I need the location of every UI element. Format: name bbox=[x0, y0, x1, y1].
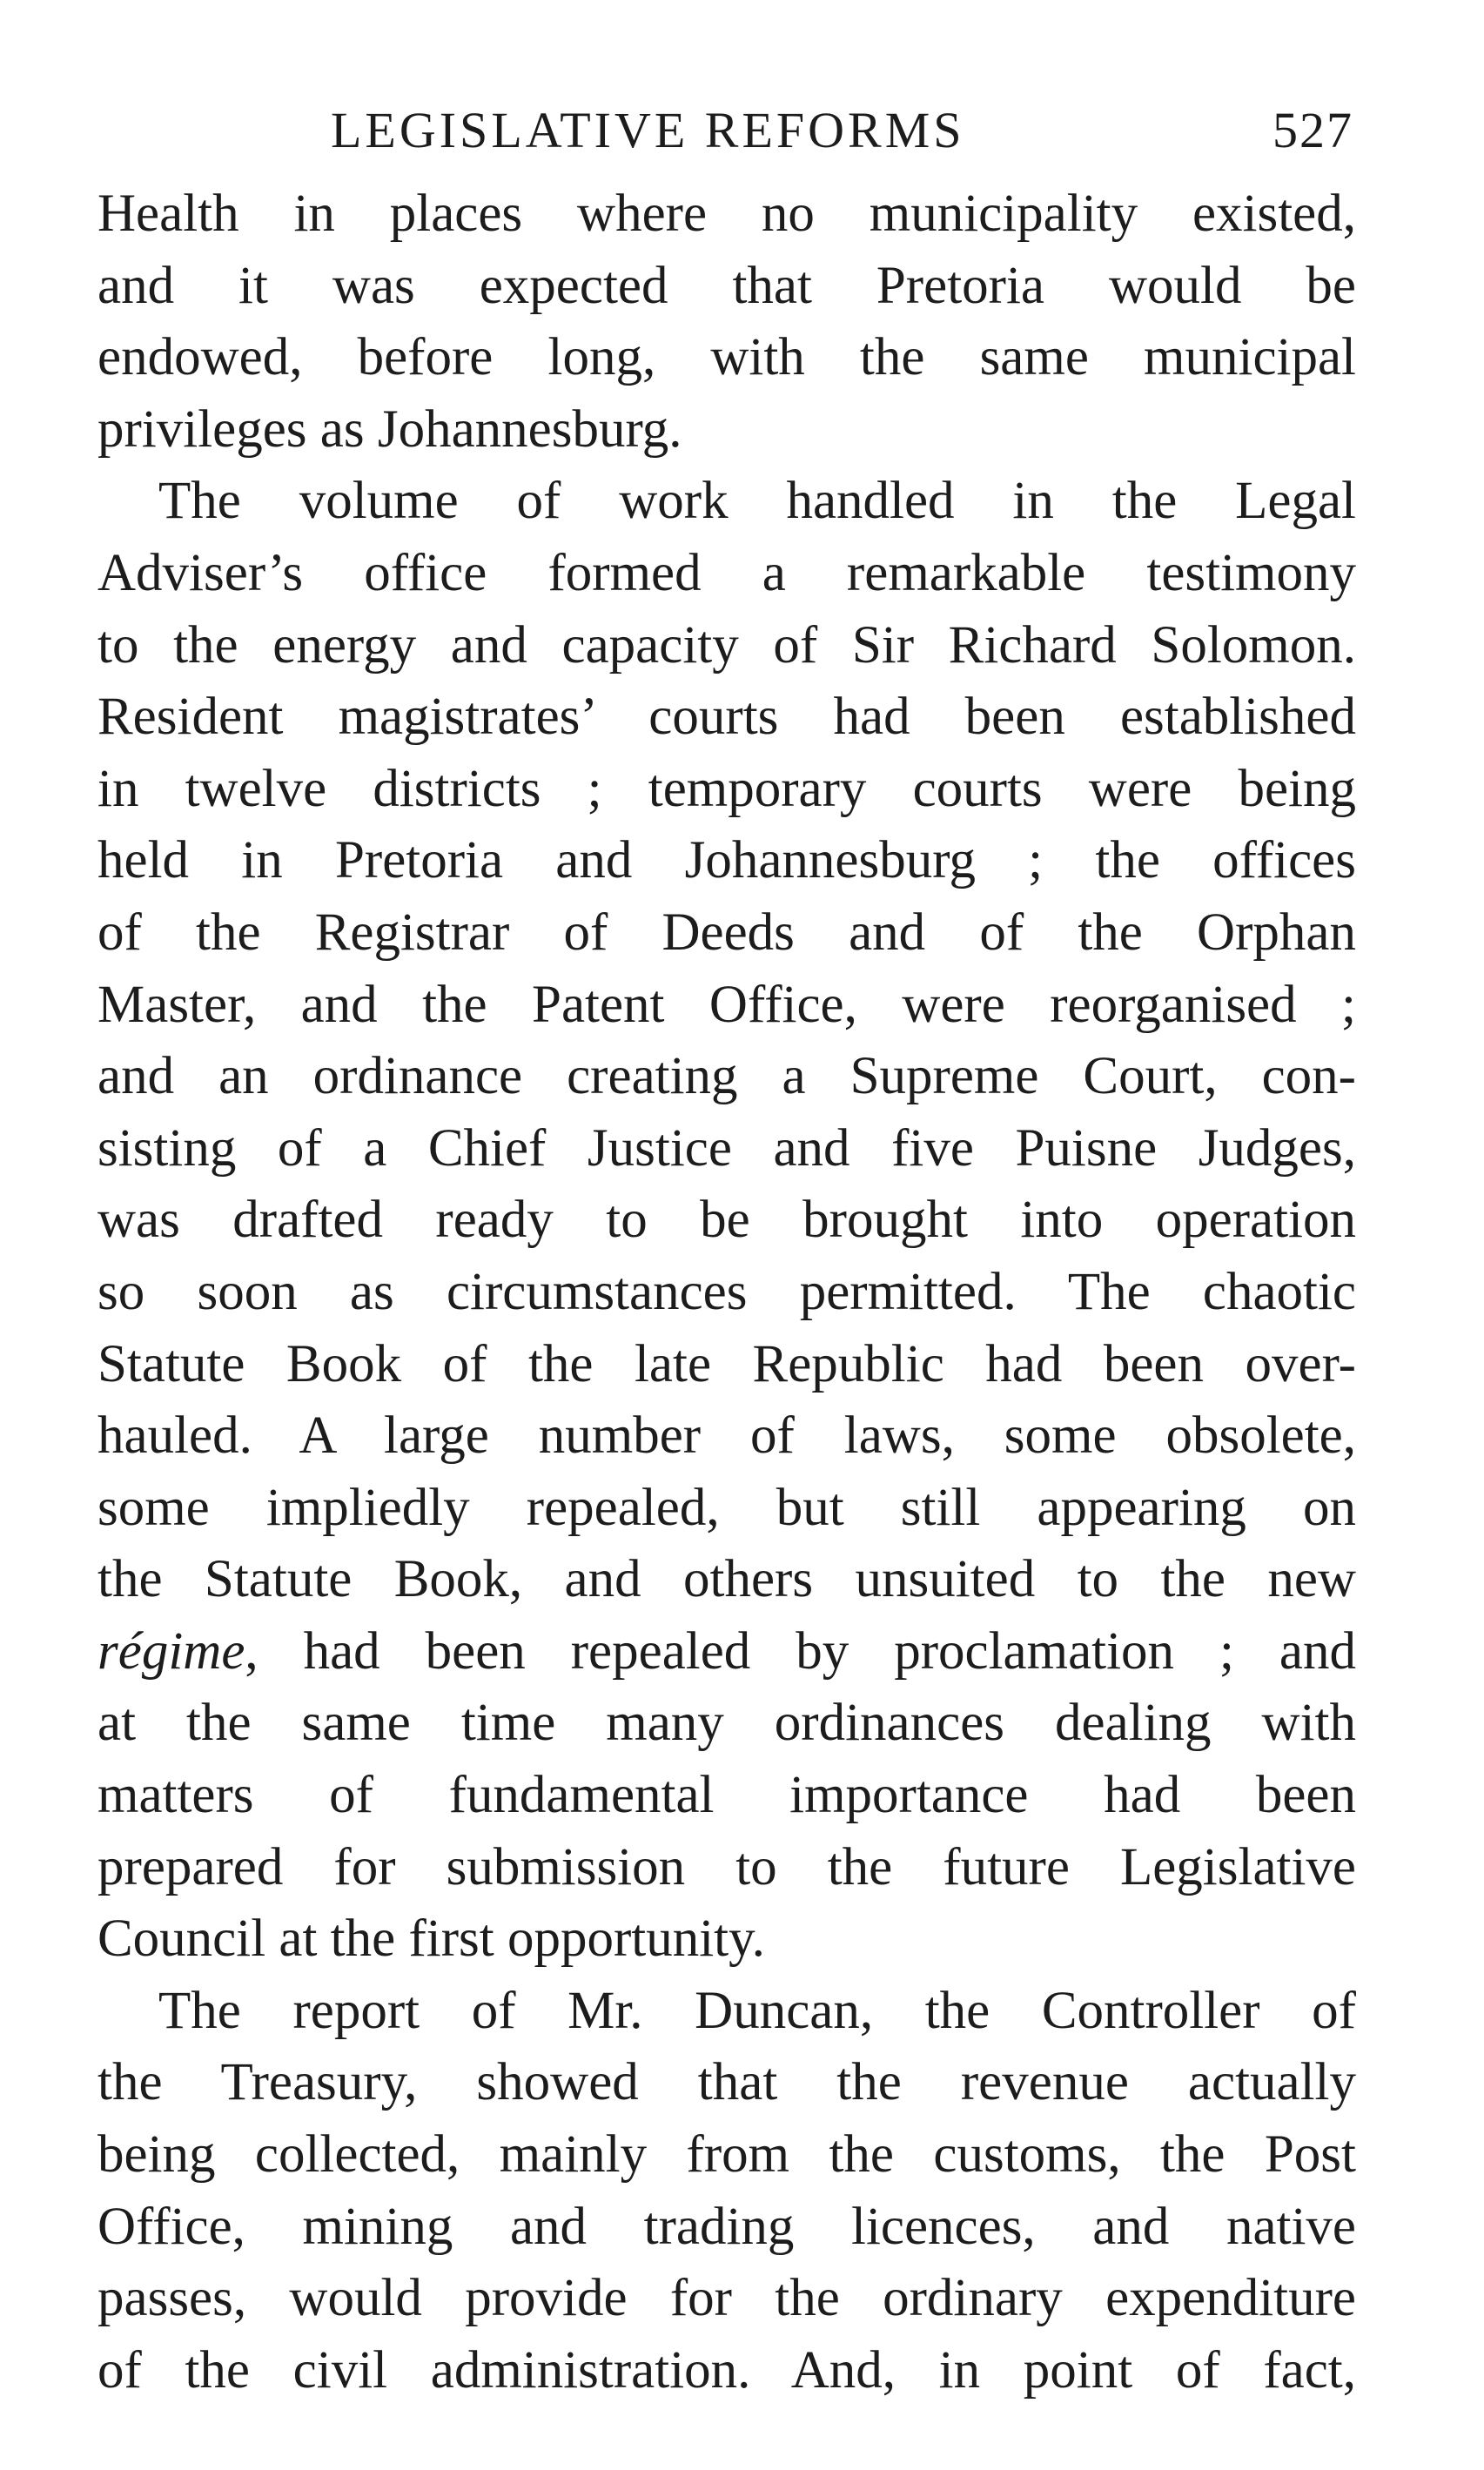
text-line: Adviser’s office formed a remarkable testimony bbox=[97, 543, 1356, 602]
body-text bbox=[97, 178, 1356, 2406]
text-line: and it was expected that Pretoria would be bbox=[97, 256, 1356, 315]
text-line: was drafted ready to be brought into operation bbox=[97, 1191, 1356, 1250]
text-line: being collected, mainly from the customs, the Post bbox=[97, 2125, 1356, 2185]
text-line: Office, mining and trading licences, and native bbox=[97, 2197, 1356, 2256]
text-line: sisting of a Chief Justice and five Puisne Judges, bbox=[97, 1118, 1356, 1178]
text-line: in twelve districts ; temporary courts were being bbox=[97, 759, 1356, 818]
text-line: hauled. A large number of laws, some obsolete, bbox=[97, 1406, 1356, 1466]
text-line: of the civil administration. And, in point of fact, bbox=[97, 2340, 1356, 2400]
text-line: Council at the first opportunity. bbox=[97, 1910, 765, 1969]
text-line: at the same time many ordinances dealing with bbox=[97, 1694, 1356, 1753]
text-line: The volume of work handled in the Legal bbox=[158, 472, 1356, 531]
page-number: 527 bbox=[1272, 102, 1353, 158]
text-line: The report of Mr. Duncan, the Controller of bbox=[158, 1981, 1356, 2040]
text-line: Statute Book of the late Republic had been over- bbox=[97, 1334, 1356, 1393]
text-line: Health in places where no municipality existed, bbox=[97, 185, 1356, 243]
running-header bbox=[100, 91, 1362, 170]
text-line: of the Registrar of Deeds and of the Orphan bbox=[97, 903, 1356, 962]
text-line: and an ordinance creating a Supreme Court, con- bbox=[97, 1047, 1356, 1106]
text-line: matters of fundamental importance had been bbox=[97, 1766, 1356, 1825]
text-line: prepared for submission to the future Legislative bbox=[97, 1837, 1356, 1896]
text-line: passes, would provide for the ordinary expenditure bbox=[97, 2269, 1356, 2328]
text-line-rest: , had been repealed by proclamation ; and bbox=[245, 1621, 1356, 1681]
italic-term: régime bbox=[97, 1621, 245, 1681]
text-line: to the energy and capacity of Sir Richard Solomon. bbox=[97, 615, 1356, 675]
text-line-mixed bbox=[97, 1616, 1356, 1688]
running-title: LEGISLATIVE REFORMS bbox=[331, 102, 965, 158]
text-line: privileges as Johannesburg. bbox=[97, 399, 682, 459]
text-line: some impliedly repealed, but still appearing on bbox=[97, 1478, 1356, 1537]
text-line: so soon as circumstances permitted. The chaotic bbox=[97, 1262, 1356, 1321]
text-line: endowed, before long, with the same municipal bbox=[97, 328, 1356, 387]
text-line: Resident magistrates’ courts had been established bbox=[97, 688, 1356, 747]
text-line: the Statute Book, and others unsuited to the new bbox=[97, 1550, 1356, 1609]
text-line: the Treasury, showed that the revenue actually bbox=[97, 2053, 1356, 2112]
text-line: Master, and the Patent Office, were reorganised ; bbox=[97, 975, 1356, 1034]
text-line: held in Pretoria and Johannesburg ; the offices bbox=[97, 831, 1356, 890]
